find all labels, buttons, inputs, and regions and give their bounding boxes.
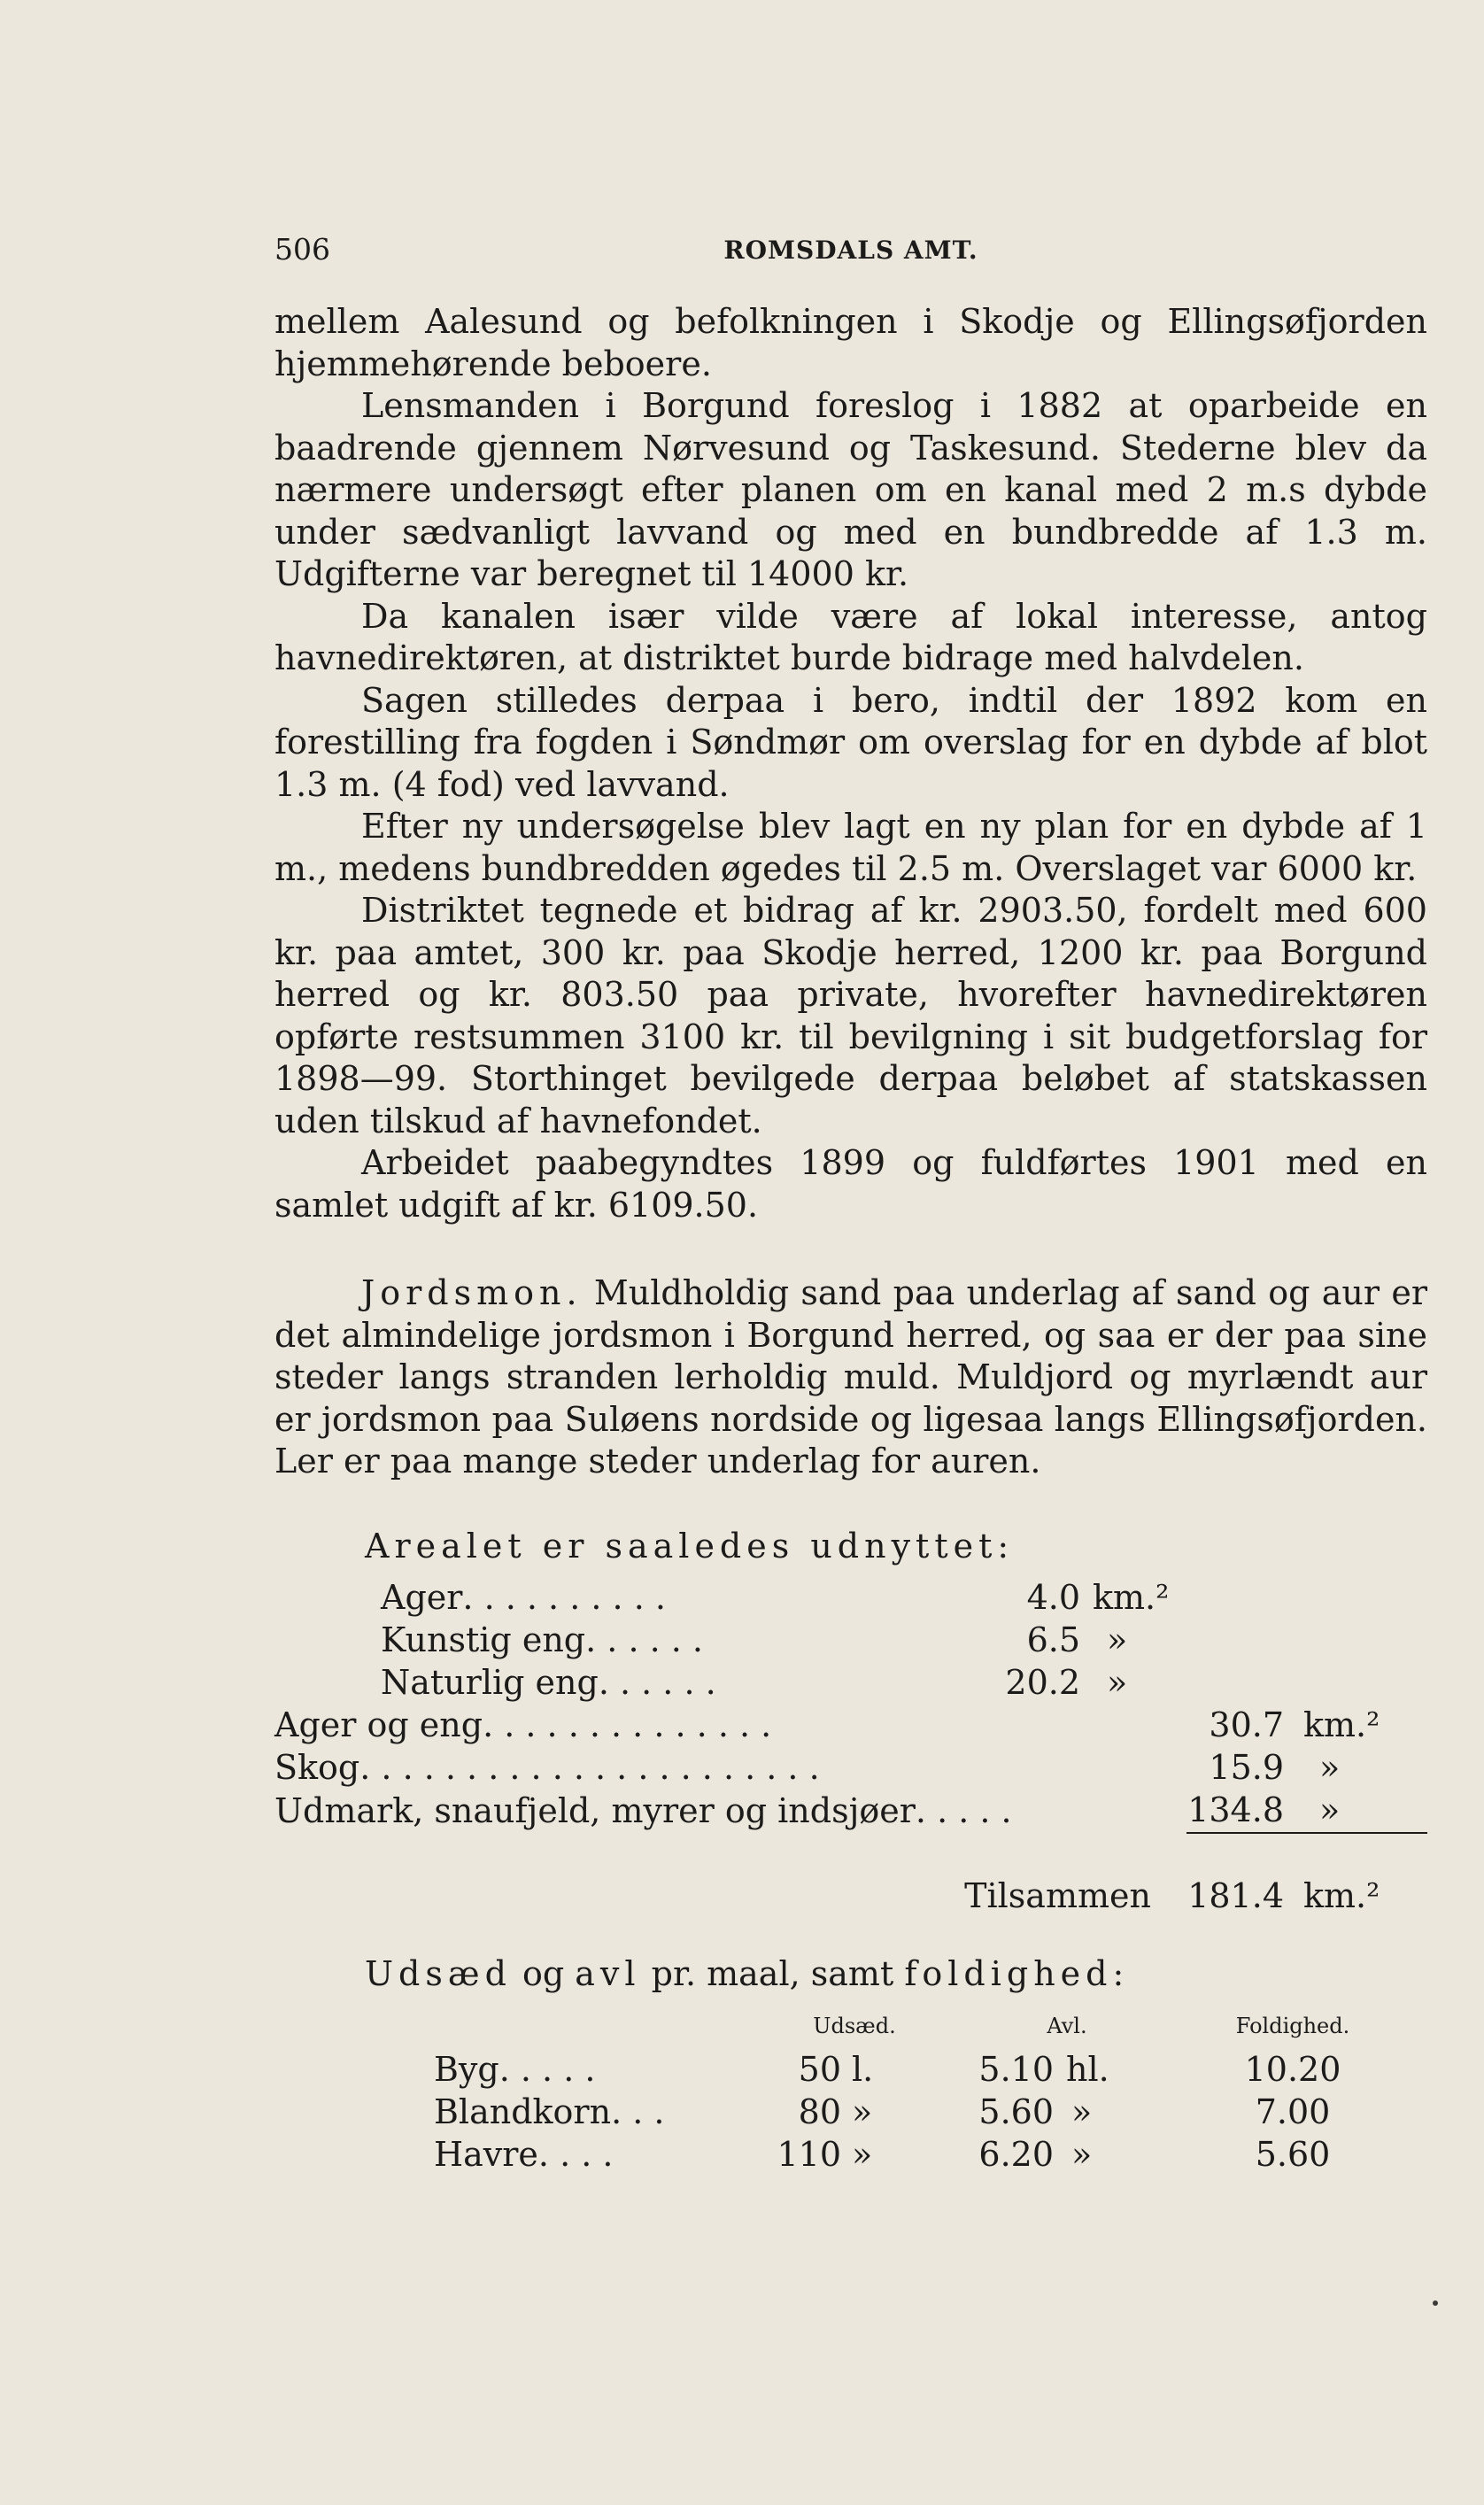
crops-header-row bbox=[434, 2005, 1399, 2049]
paragraph: Arbeidet paabegyndtes 1899 og fuldførtes 1901 med en samlet udgift af kr. 6109.50. bbox=[274, 1143, 1427, 1225]
jordsmon-paragraph bbox=[274, 1272, 1427, 1483]
crop-udsaed-unit: » bbox=[852, 2091, 873, 2131]
page-header bbox=[274, 232, 1427, 267]
area-value: 15.9 bbox=[1209, 1748, 1284, 1787]
table-row bbox=[434, 2091, 1399, 2133]
area-value: 6.5 bbox=[1026, 1620, 1080, 1659]
section-heading: Jordsmon. bbox=[361, 1273, 583, 1312]
crop-avl-unit: » bbox=[1071, 2091, 1093, 2131]
crop-udsaed: 110 bbox=[777, 2134, 841, 2174]
area-label: Ager. . . . . . . . . . bbox=[381, 1578, 666, 1617]
area-unit: km.² bbox=[1303, 1705, 1380, 1744]
page-number: 506 bbox=[274, 232, 330, 267]
area-value: 4.0 bbox=[1026, 1578, 1080, 1617]
area-value: 30.7 bbox=[1209, 1705, 1284, 1744]
area-table bbox=[274, 1577, 1427, 1918]
jordsmon-text: Muldholdig sand paa underlag af sand og aur er det almindelige jordsmon i Borgund herred, og saa er der paa sine steder langs stranden lerholdig muld. Muldjord og myrlændt aur er jordsmon paa Suløens nordside og ligesaa langs Ellingsøfjorden. Ler er paa mange steder underlag for auren. bbox=[274, 1273, 1427, 1481]
area-value: 134.8 bbox=[1187, 1790, 1284, 1829]
total-row bbox=[274, 1875, 1427, 1918]
area-unit: » bbox=[1319, 1790, 1341, 1829]
main-text bbox=[274, 301, 1427, 2176]
area-unit: » bbox=[1107, 1620, 1128, 1659]
paragraph: Distriktet tegnede et bidrag af kr. 2903.50, fordelt med 600 kr. paa amtet, 300 kr. paa Skodje herred, 1200 kr. paa Borgund herred og kr. 803.50 paa private, hvorefter havnedirektøren opførte restsummen 3100 kr. til bevilgning i sit budgetforslag for 1898—99. Storthinget bevilgede derpaa beløbet af statskassen uden tilskud af havnefondet. bbox=[274, 891, 1427, 1140]
table-row bbox=[274, 1790, 1427, 1833]
crop-udsaed: 50 bbox=[798, 2049, 841, 2089]
table-row bbox=[274, 1705, 1427, 1747]
crop-foldighed: 5.60 bbox=[1255, 2134, 1331, 2174]
crop-udsaed-unit: l. bbox=[852, 2049, 874, 2089]
section-spacer bbox=[274, 1226, 1427, 1272]
area-title: Arealet er saaledes udnyttet: bbox=[365, 1526, 1015, 1566]
crop-foldighed: 10.20 bbox=[1244, 2049, 1341, 2089]
area-unit: » bbox=[1319, 1748, 1341, 1787]
ink-speck bbox=[1433, 2300, 1438, 2306]
header-udsaed: Udsæd. bbox=[813, 2013, 896, 2038]
crop-avl: 6.20 bbox=[978, 2134, 1054, 2174]
crop-name: Byg. . . . . bbox=[434, 2049, 596, 2089]
header-avl: Avl. bbox=[1047, 2013, 1087, 2038]
total-value: 181.4 bbox=[1187, 1876, 1284, 1915]
area-label: Udmark, snaufjeld, myrer og indsjøer. . . . . bbox=[274, 1791, 1012, 1830]
sum-rule bbox=[1186, 1833, 1427, 1875]
table-row bbox=[274, 1620, 1427, 1662]
total-unit: km.² bbox=[1303, 1876, 1380, 1915]
area-value: 20.2 bbox=[1005, 1663, 1080, 1702]
area-unit: » bbox=[1107, 1663, 1128, 1702]
table-row bbox=[434, 2048, 1399, 2091]
area-label: Naturlig eng. . . . . . bbox=[381, 1663, 716, 1702]
paragraph: Da kanalen især vilde være af lokal interesse, antog havnedirektøren, at distriktet burde bidrage med halvdelen. bbox=[274, 596, 1427, 677]
header-foldighed: Foldighed. bbox=[1235, 2013, 1350, 2038]
paragraph: Lensmanden i Borgund foreslog i 1882 at oparbeide en baadrende gjennem Nørvesund og Taskesund. Stederne blev da nærmere undersøgt efter planen om en kanal med 2 m.s dybde under sædvanligt lavvand og med en bundbredde af 1.3 m. Udgifterne var beregnet til 14000 kr. bbox=[274, 386, 1427, 593]
crop-udsaed-unit: » bbox=[852, 2134, 873, 2174]
area-label: Kunstig eng. . . . . . bbox=[381, 1620, 703, 1659]
crop-avl-unit: hl. bbox=[1066, 2049, 1109, 2089]
crop-udsaed: 80 bbox=[798, 2091, 841, 2131]
crop-avl-unit: » bbox=[1071, 2134, 1093, 2174]
table-row bbox=[274, 1577, 1427, 1620]
area-unit: km.² bbox=[1093, 1578, 1170, 1617]
paragraph: Sagen stilledes derpaa i bero, indtil der 1892 kom en forestilling fra fogden i Søndmør om overslag for en dybde af blot 1.3 m. (4 fod) ved lavvand. bbox=[274, 680, 1427, 804]
crop-name: Havre. . . . bbox=[434, 2134, 614, 2174]
table-row bbox=[434, 2133, 1399, 2176]
sum-rule-row bbox=[274, 1833, 1427, 1875]
area-label: Ager og eng. . . . . . . . . . . . . . bbox=[274, 1705, 772, 1744]
running-title: ROMSDALS AMT. bbox=[723, 236, 978, 265]
table-row bbox=[274, 1747, 1427, 1790]
crops-table bbox=[434, 2005, 1399, 2176]
paragraph: mellem Aalesund og befolkningen i Skodje og Ellingsøfjorden hjemmehørende beboere. bbox=[274, 302, 1427, 383]
crops-title: Udsæd og avl pr. maal, samt foldighed: bbox=[365, 1953, 1130, 1993]
table-row bbox=[274, 1662, 1427, 1705]
crop-avl: 5.10 bbox=[978, 2049, 1054, 2089]
crop-avl: 5.60 bbox=[978, 2091, 1054, 2131]
crop-name: Blandkorn. . . bbox=[434, 2091, 665, 2131]
area-label: Skog. . . . . . . . . . . . . . . . . . . . . . bbox=[274, 1748, 820, 1787]
total-label: Tilsammen bbox=[964, 1876, 1151, 1915]
crop-foldighed: 7.00 bbox=[1255, 2091, 1331, 2131]
paragraph: Efter ny undersøgelse blev lagt en ny plan for en dybde af 1 m., medens bundbredden øgedes til 2.5 m. Overslaget var 6000 kr. bbox=[274, 807, 1427, 888]
